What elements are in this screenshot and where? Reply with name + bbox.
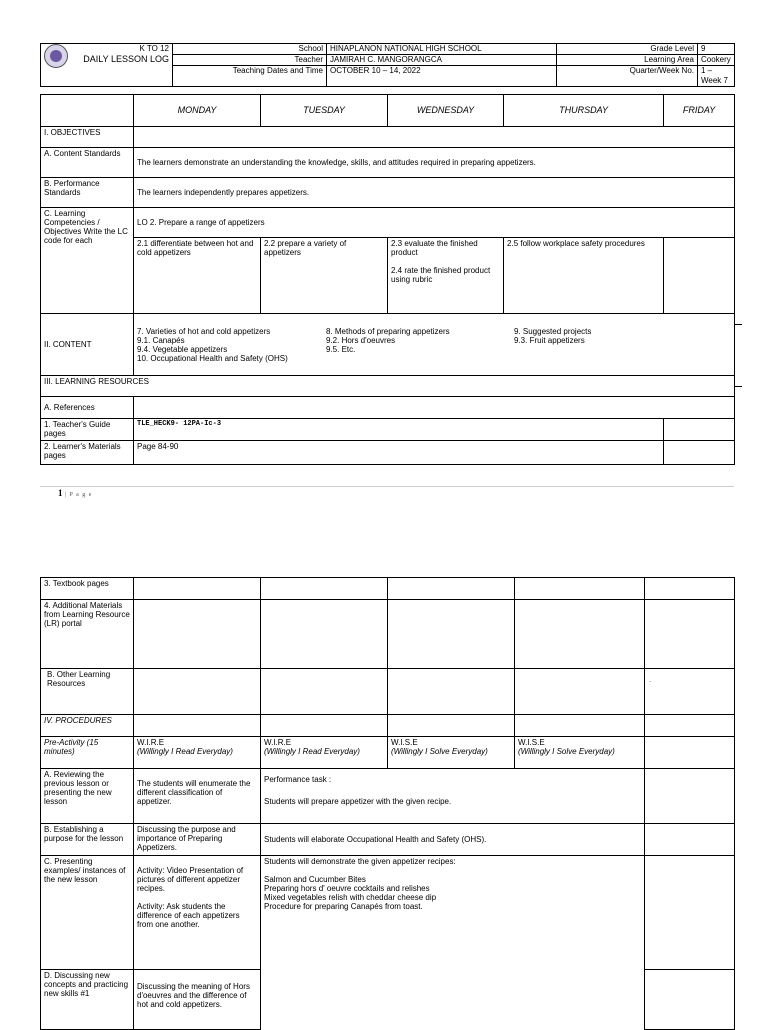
additional-materials-label: 4. Additional Materials from Learning Resource (LR) portal [41, 600, 134, 669]
day-monday: MONDAY [134, 95, 261, 127]
table-edge-line [734, 386, 742, 387]
teacher-value: JAMIRAH C. MANGORANGCA [327, 55, 557, 66]
other-resources-label: B. Other Learning Resources [41, 669, 134, 715]
topic-item: 9.1. Canapés [137, 335, 185, 345]
pre-activity-monday [134, 737, 261, 769]
area-label: Learning Area [557, 55, 698, 66]
topic-item: 8. Methods of preparing appetizers [326, 326, 450, 336]
school-value: HINAPLANON NATIONAL HIGH SCHOOL [327, 44, 557, 55]
performance-task-title: Performance task : [264, 775, 332, 784]
pre-code: W.I.R.E [264, 738, 292, 747]
performance-task-text: Students will prepare appetizer with the given recipe. [264, 797, 452, 806]
k12-label: K TO 12 [139, 44, 169, 53]
recipe-item: Procedure for preparing Canapés from toast. [264, 902, 423, 911]
resources-heading: III. LEARNING RESOURCES [41, 376, 735, 397]
grade-label: Grade Level [557, 44, 698, 55]
presenting-label: C. Presenting examples/ instances of the new lesson [41, 856, 134, 970]
topic-item: 9.5. Etc. [326, 344, 356, 354]
teachers-guide-label: 1. Teacher's Guide pages [41, 419, 134, 441]
pre-code: W.I.R.E [137, 738, 165, 747]
stray-dot: . [645, 669, 735, 715]
purpose-rest: Students will elaborate Occupational Health and Safety (OHS). [261, 824, 645, 856]
textbook-label: 3. Textbook pages [41, 578, 134, 600]
quarter-value: 1 – Week 7 [698, 66, 735, 87]
objective-wednesday-b: 2.4 rate the finished product using rubric [391, 266, 491, 284]
page-word: | P a g e [64, 492, 93, 498]
references-label: A. References [41, 397, 134, 419]
page-number [58, 488, 92, 498]
day-tuesday: TUESDAY [261, 95, 388, 127]
day-thursday: THURSDAY [504, 95, 664, 127]
pre-activity-tuesday [261, 737, 388, 769]
competencies-label: C. Learning Competencies / Objectives Write the LC code for each [41, 208, 134, 314]
content-heading: II. CONTENT [41, 314, 134, 376]
learners-materials-label: 2. Learner's Materials pages [41, 441, 134, 465]
topic-item: 9.2. Hors d'oeuvres [326, 335, 396, 345]
content-standards-label: A. Content Standards [41, 148, 134, 178]
pre-meaning: (Willingly I Solve Everyday) [391, 747, 488, 756]
purpose-label: B. Establishing a purpose for the lesson [41, 824, 134, 856]
topic-item: 9. Suggested projects [514, 326, 592, 336]
table-edge-line [734, 324, 742, 325]
content-standards-text: The learners demonstrate an understanding the knowledge, skills, and attitudes required in preparing appetizers. [134, 148, 735, 178]
area-value: Cookery [698, 55, 735, 66]
objective-thursday: 2.5 follow workplace safety procedures [504, 238, 664, 314]
recipe-item: Preparing hors d' oeuvre cocktails and relishes [264, 884, 430, 893]
pre-activity-thursday [515, 737, 645, 769]
discussing-label: D. Discussing new concepts and practicing new skills #1 [41, 970, 134, 1030]
presenting-rest-title: Students will demonstrate the given appetizer recipes: [264, 857, 456, 866]
lesson-table-page1 [40, 94, 735, 465]
purpose-monday: Discussing the purpose and importance of Preparing Appetizers. [134, 824, 261, 856]
reviewing-monday: The students will enumerate the different classification of appetizer. [134, 769, 261, 824]
dates-label: Teaching Dates and Time [173, 66, 327, 87]
topic-item: 9.4. Vegetable appetizers [137, 344, 228, 354]
teachers-guide-code: TLE_HECK9- 12PA-Ic-3 [134, 419, 664, 441]
objective-tuesday: 2.2 prepare a variety of appetizers [261, 238, 388, 314]
topic-item: 9.3. Fruit appetizers [514, 335, 585, 345]
recipe-item: Salmon and Cucumber Bites [264, 875, 366, 884]
day-wednesday: WEDNESDAY [388, 95, 504, 127]
topic-item: 10. Occupational Health and Safety (OHS) [137, 353, 288, 363]
presenting-monday-b: Activity: Ask students the difference of each appetizers from one another. [137, 902, 240, 929]
performance-standards-text: The learners independently prepares appetizers. [134, 178, 735, 208]
quarter-label: Quarter/Week No. [557, 66, 698, 87]
dll-title: DAILY LESSON LOG [83, 54, 169, 64]
content-topics [134, 314, 735, 376]
discussing-monday: Discussing the meaning of Hors d'oeuvres and the difference of hot and cold appetizers. [134, 970, 261, 1030]
header-info [40, 43, 735, 87]
pre-meaning: (Willingly I Solve Everyday) [518, 747, 615, 756]
page-divider [40, 486, 734, 487]
presenting-monday-a: Activity: Video Presentation of pictures of different appetizer recipes. [137, 866, 244, 893]
performance-standards-label: B. Performance Standards [41, 178, 134, 208]
pre-activity-label: Pre-Activity (15 minutes) [41, 737, 134, 769]
dates-value: OCTOBER 10 – 14, 2022 [327, 66, 557, 87]
lesson-table-page2 [40, 577, 735, 1030]
competencies-text: LO 2. Prepare a range of appetizers [134, 208, 735, 238]
objective-monday: 2.1 differentiate between hot and cold appetizers [134, 238, 261, 314]
pre-code: W.I.S.E [518, 738, 545, 747]
teacher-label: Teacher [173, 55, 327, 66]
grade-value: 9 [698, 44, 735, 55]
procedures-heading: IV. PROCEDURES [41, 715, 134, 737]
topic-item: 7. Varieties of hot and cold appetizers [137, 326, 271, 336]
pre-meaning: (Willingly I Read Everyday) [264, 747, 360, 756]
school-label: School [173, 44, 327, 55]
objective-wednesday-a: 2.3 evaluate the finished product [391, 239, 478, 257]
pre-activity-wednesday [388, 737, 515, 769]
reviewing-label: A. Reviewing the previous lesson or presenting the new lesson [41, 769, 134, 824]
pre-code: W.I.S.E [391, 738, 418, 747]
page-number-value: 1 [58, 488, 63, 498]
pre-meaning: (Willingly I Read Everyday) [137, 747, 233, 756]
day-friday: FRIDAY [664, 95, 735, 127]
recipe-item: Mixed vegetables relish with cheddar cheese dip [264, 893, 437, 902]
learners-materials-pages: Page 84-90 [134, 441, 664, 465]
objectives-heading: I. OBJECTIVES [41, 127, 134, 148]
